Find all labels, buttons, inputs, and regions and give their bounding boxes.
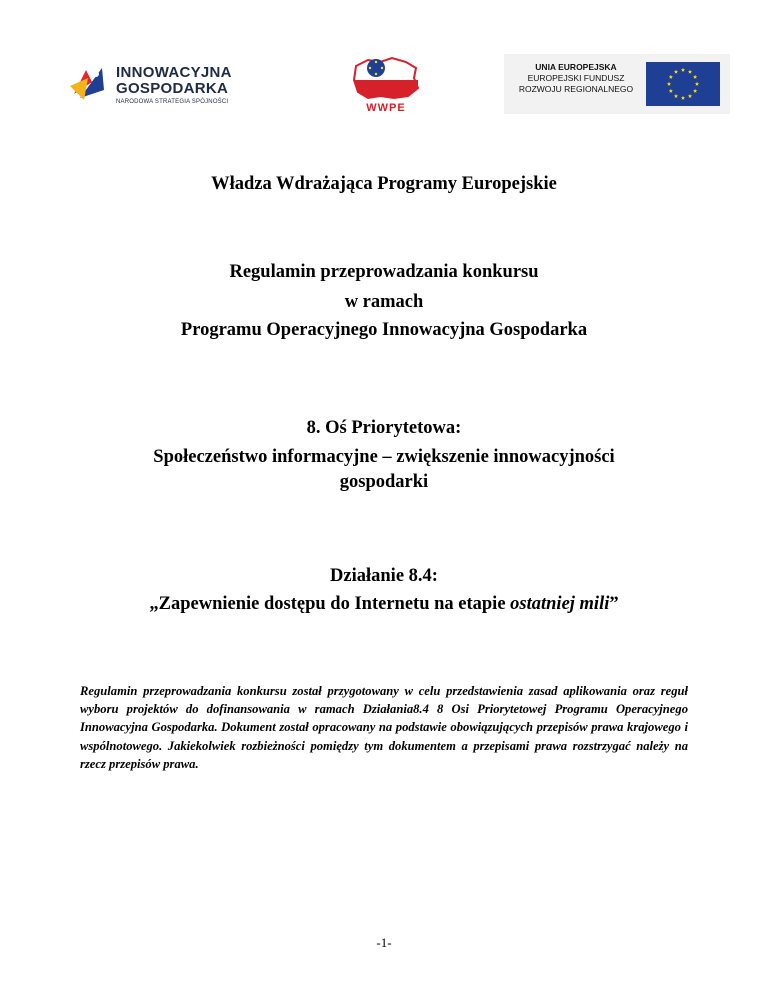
- ue-logo-text: [510, 62, 642, 95]
- innowacyjna-logo-line2: GOSPODARKA: [116, 80, 229, 97]
- innowacyjna-logo-line1: INNOWACYJNA: [116, 64, 232, 81]
- wwpe-logo: [346, 54, 426, 118]
- priority-axis-line1: 8. Oś Priorytetowa:: [306, 418, 462, 438]
- wwpe-caption: WWPE: [366, 102, 406, 114]
- regulation-title-line1: Regulamin przeprowadzania konkursu: [229, 262, 539, 282]
- authority-title: Władza Wdrażająca Programy Europejskie: [211, 174, 557, 194]
- ue-logo-line2: EUROPEJSKI FUNDUSZ: [527, 73, 625, 83]
- action-title-line1: Działanie 8.4:: [330, 566, 438, 586]
- ue-logo-line1: UNIA EUROPEJSKA: [535, 62, 617, 72]
- action-title-line2: [0, 594, 768, 615]
- action-title-italic: ostatniej mili: [510, 594, 610, 614]
- innowacyjna-gospodarka-mark-icon: [66, 60, 110, 104]
- priority-axis-line3: gospodarki: [339, 472, 429, 492]
- regulation-title-line3: Programu Operacyjnego Innowacyjna Gospodarka: [180, 320, 588, 340]
- priority-axis-line2: Społeczeństwo informacyjne – zwiększenie innowacyjności: [153, 447, 615, 467]
- logo-bar: [0, 48, 768, 118]
- action-title-suffix: ”: [609, 594, 619, 614]
- innowacyjna-gospodarka-logo: [66, 56, 246, 112]
- innowacyjna-logo-line3: NARODOWA STRATEGIA SPÓJNOŚCI: [116, 99, 229, 105]
- ue-logo: [504, 54, 730, 114]
- eu-flag-icon: [646, 62, 720, 106]
- poland-map-icon: [346, 54, 426, 102]
- action-title-prefix: „Zapewnienie dostępu do Internetu na etapie: [149, 594, 511, 614]
- ue-logo-line3: ROZWOJU REGIONALNEGO: [518, 84, 634, 94]
- disclaimer-note: Regulamin przeprowadzania konkursu został przygotowany w celu przedstawienia zasad aplikowania oraz reguł wyboru projektów do dofinansowania w ramach Działania8.4 8 Osi Priorytetowej Programu Operacyjnego Innowacyjna Gospodarka. Dokument został opracowany na podstawie obowiązujących przepisów prawa krajowego i wspólnotowego. Jakiekolwiek rozbieżności pomiędzy tym dokumentem a przepisami prawa rozstrzygać należy na rzecz przepisów prawa.: [80, 684, 688, 771]
- page-number: -1-: [376, 935, 392, 950]
- regulation-title-line2: w ramach: [344, 292, 424, 312]
